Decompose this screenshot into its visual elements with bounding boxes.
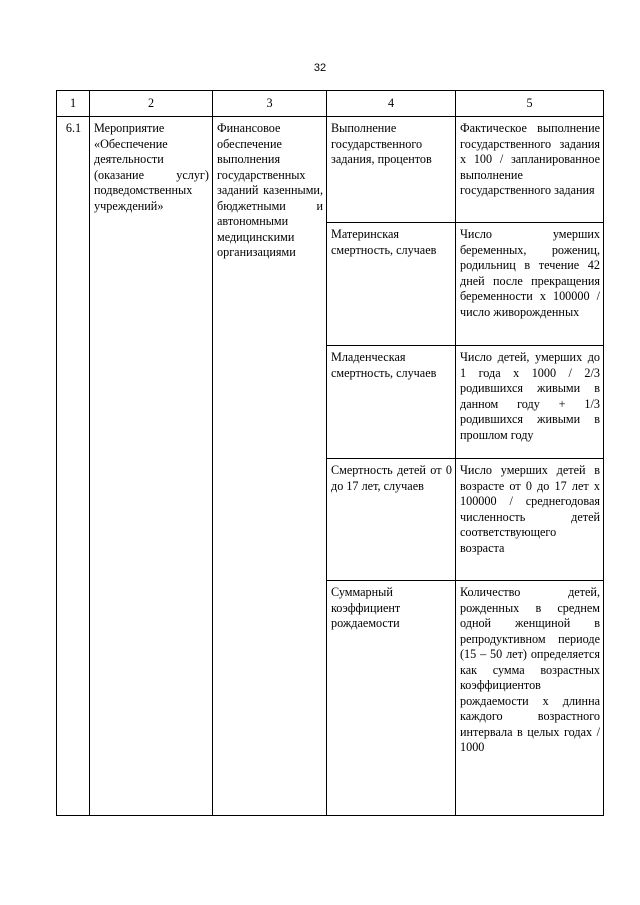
indicator-name-cell: Смертность детей от 0 до 17 лет, случаев [327, 459, 456, 581]
indicator-formula-cell: Число умерших беременных, рожениц, родильниц в течение 42 дней после прекращения беременности x 100000 / число живорожденных [456, 223, 604, 346]
source-cell: Финансовое обеспечение выполнения государственных заданий казенными, бюджетными и автономными медицинскими организациями [213, 117, 327, 816]
indicator-formula-cell: Количество детей, рожденных в среднем одной женщиной в репродуктивном периоде (15 – 50 лет) определяется как сумма возрастных коэффициентов рождаемости x длинна каждого возрастного интервала в целых годах / 1000 [456, 581, 604, 816]
table-header-row [57, 91, 604, 117]
header-cell-1: 1 [57, 91, 90, 117]
indicator-name-cell: Материнская смертность, случаев [327, 223, 456, 346]
header-cell-4: 4 [327, 91, 456, 117]
row-number-cell: 6.1 [57, 117, 90, 816]
indicator-formula-cell: Число умерших детей в возрасте от 0 до 17 лет x 100000 / среднегодовая численность детей соответствующего возраста [456, 459, 604, 581]
table-row [57, 117, 604, 223]
header-cell-5: 5 [456, 91, 604, 117]
indicator-name-cell: Младенческая смертность, случаев [327, 346, 456, 459]
header-cell-2: 2 [90, 91, 213, 117]
indicators-table [56, 90, 604, 816]
indicator-formula-cell: Число детей, умерших до 1 года x 1000 / 2/3 родившихся живыми в данном году + 1/3 родившихся живыми в прошлом году [456, 346, 604, 459]
indicator-name-cell: Суммарный коэффициент рождаемости [327, 581, 456, 816]
indicator-formula-cell: Фактическое выполнение государственного задания x 100 / запланированное выполнение государственного задания [456, 117, 604, 223]
header-cell-3: 3 [213, 91, 327, 117]
measure-cell: Мероприятие «Обеспечение деятельности (оказание услуг) подведомственных учреждений» [90, 117, 213, 816]
page-number: 32 [313, 62, 327, 74]
indicator-name-cell: Выполнение государственного задания, процентов [327, 117, 456, 223]
